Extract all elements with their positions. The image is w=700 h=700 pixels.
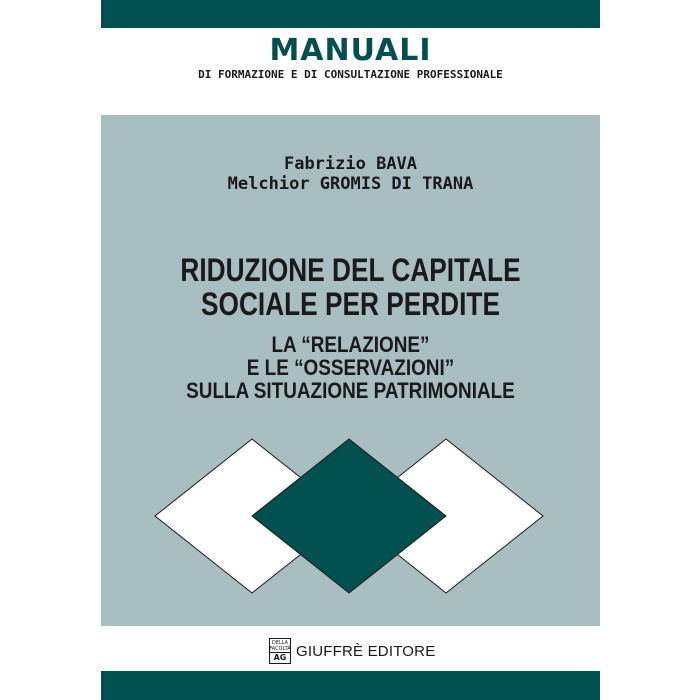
series-title: MANUALI [269, 33, 432, 68]
book-title-line-2: SOCIALE PER PERDITE [201, 286, 500, 322]
publisher-name: GIUFFRÈ EDITORE [296, 642, 436, 660]
book-subtitle-line-1: LA “RELAZIONE” [271, 332, 430, 357]
author-1: Fabrizio BAVA [283, 154, 418, 174]
series-subtitle: DI FORMAZIONE E DI CONSULTAZIONE PROFESSIONALE [198, 68, 503, 81]
logo-text-2: FACOLTÀ [269, 646, 291, 652]
logo-mark: AG [270, 652, 290, 662]
author-2: Melchior GROMIS DI TRANA [227, 174, 474, 194]
top-band [101, 0, 600, 28]
book-title-line-1: RIDUZIONE DEL CAPITALE [180, 252, 521, 288]
book-cover [101, 0, 600, 700]
book-subtitle-line-3: SULLA SITUAZIONE PATRIMONIALE [186, 378, 515, 403]
publisher [269, 636, 435, 666]
publisher-logo [269, 638, 291, 664]
book-subtitle-line-2: E LE “OSSERVAZIONI” [246, 355, 455, 380]
logo-text-1: DELLA [271, 640, 289, 646]
bottom-band [101, 671, 600, 700]
